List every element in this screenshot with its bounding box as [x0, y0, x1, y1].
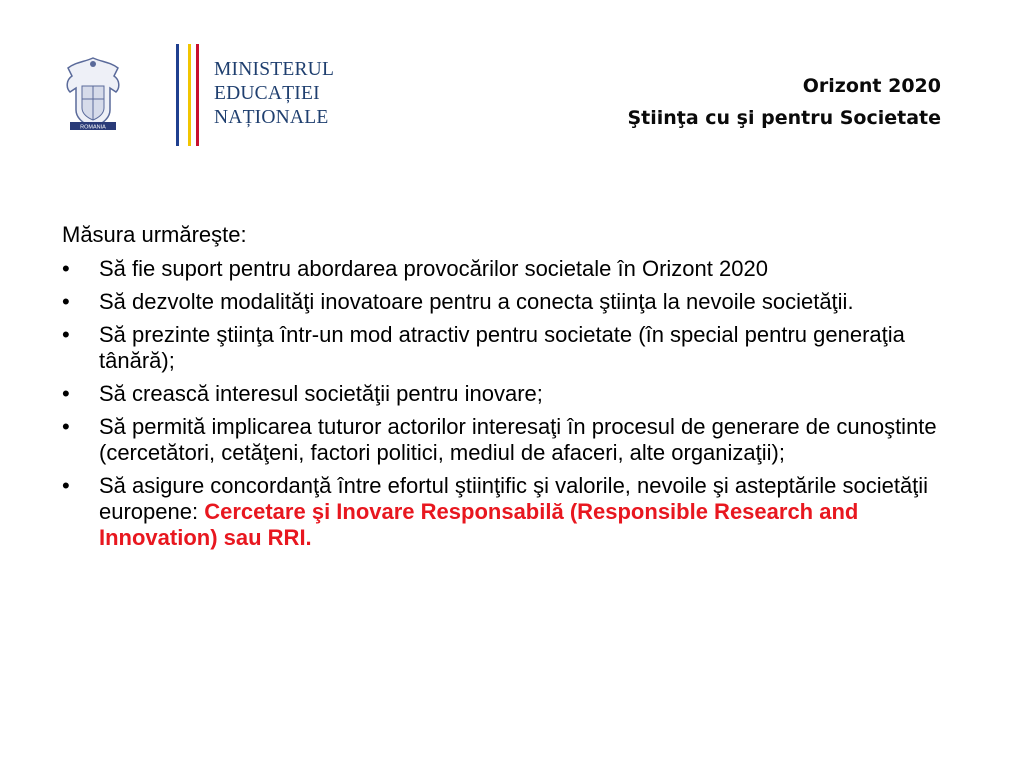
slide-subtitle-line: Ştiinţa cu şi pentru Societate: [627, 107, 941, 129]
ministry-name-line: EDUCAȚIEI: [214, 83, 320, 104]
flag-stripe-yellow: [188, 44, 191, 146]
list-item: [62, 381, 962, 407]
flag-stripe-red: [196, 44, 199, 146]
slide-title: [627, 70, 941, 134]
bullet-text: Să dezvolte modalităţi inovatoare pentru a conecta ştiinţa la nevoile societăţii.: [99, 289, 854, 314]
bullet-text: Să asigure concordanţă între efortul ştiinţific şi valorile, nevoile şi asteptările societăţii europene:: [99, 473, 929, 524]
intro-text: Măsura urmăreşte:: [62, 222, 247, 247]
ministry-logo: [62, 44, 335, 148]
bullet-text: Să permită implicarea tuturor actorilor interesaţi în procesul de generare de cunoştinte (cercetători, cetăţeni, factori politici, mediul de afaceri, alte organizaţii);: [99, 414, 937, 465]
list-item: [62, 414, 962, 466]
ministry-name: [214, 58, 334, 130]
slide-body: [62, 222, 962, 558]
bullet-icon: •: [62, 414, 70, 439]
bullet-text: Să fie suport pentru abordarea provocărilor societale în Orizont 2020: [99, 256, 768, 281]
bullet-icon: •: [62, 473, 70, 498]
bullet-icon: •: [62, 381, 70, 406]
rri-highlight: Cercetare şi Inovare Responsabilă (Responsible Research and Innovation) sau RRI.: [99, 499, 859, 550]
slide-title-line: Orizont 2020: [802, 75, 941, 97]
flag-stripe-blue: [176, 44, 179, 146]
bullet-icon: •: [62, 322, 70, 347]
bullet-text: Să prezinte ştiinţa într-un mod atractiv pentru societate (în special pentru generaţia tânără);: [99, 322, 905, 373]
list-item: [62, 256, 962, 282]
bullet-icon: •: [62, 289, 70, 314]
bullet-text: Să crească interesul societăţii pentru inovare;: [99, 381, 543, 406]
coat-of-arms-icon: [62, 52, 124, 132]
bullet-icon: •: [62, 256, 70, 281]
ministry-name-line: NAȚIONALE: [214, 107, 329, 128]
ministry-name-line: MINISTERUL: [214, 59, 335, 80]
list-item: [62, 289, 962, 315]
svg-text:ROMANIA: ROMANIA: [80, 124, 106, 131]
list-item: [62, 473, 962, 551]
bullet-list: [62, 256, 962, 551]
list-item: [62, 322, 962, 374]
